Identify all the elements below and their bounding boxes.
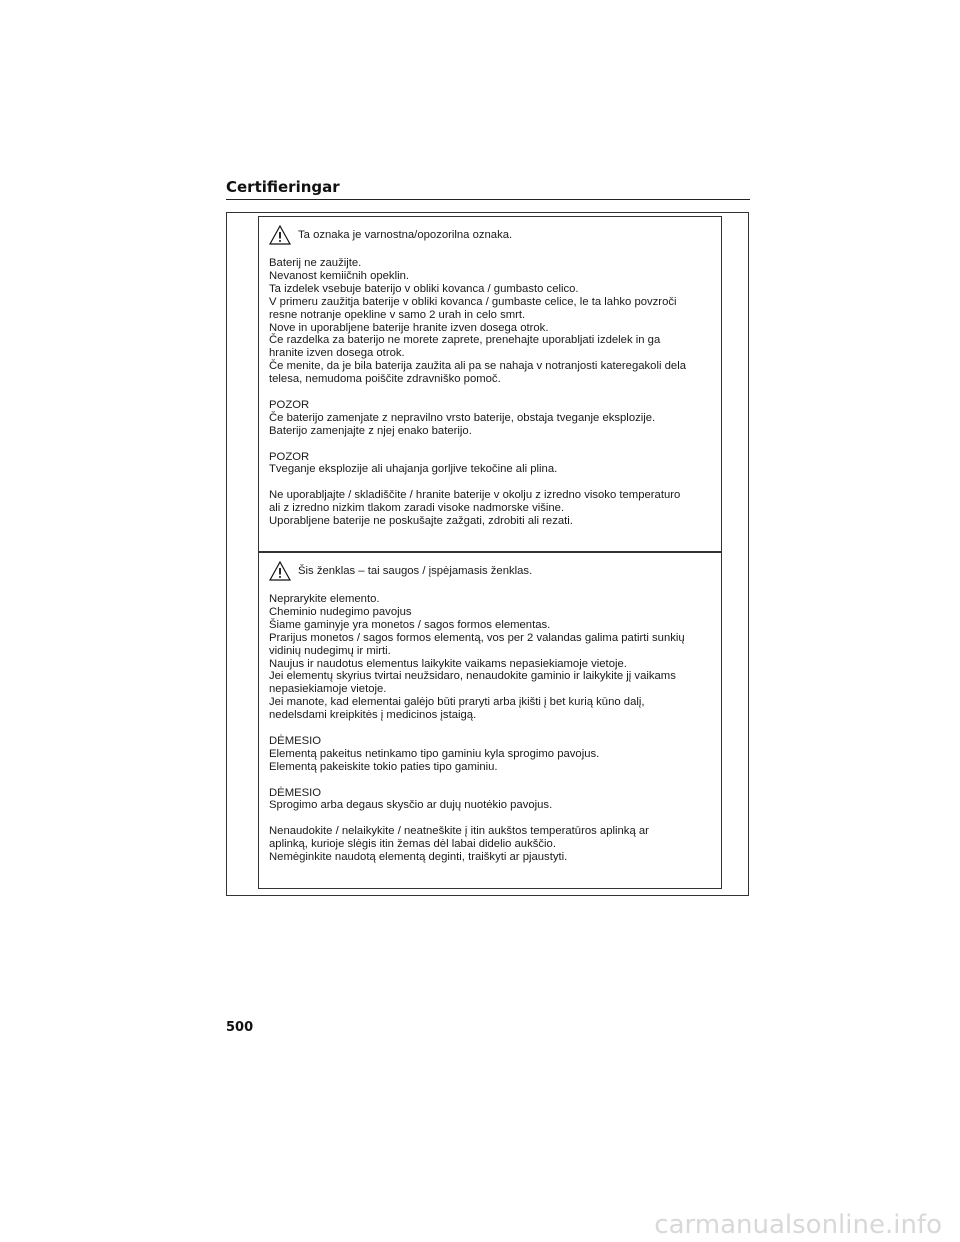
text-line: Nove in uporabljene baterije hranite izven dosega otrok. (269, 321, 549, 334)
text-line: Če menite, da je bila baterija zaužita ali pa se nahaja v notranjosti kateregakoli dela (269, 360, 686, 373)
text-line: Tveganje eksplozije ali uhajanja gorljive tekočine ali plina. (269, 463, 558, 476)
warning-heading (269, 225, 721, 245)
text-line: resne notranje opekline v samo 2 urah in celo smrt. (269, 308, 526, 321)
text-line: POZOR (269, 450, 310, 463)
text-line: POZOR (269, 398, 310, 411)
text-line: aplinką, kurioje slėgis itin žemas dėl labai didelio aukščio. (269, 838, 556, 851)
text-line: Ta izdelek vsebuje baterijo v obliki kovanca / gumbasto celico. (269, 282, 579, 295)
title-divider (226, 199, 750, 200)
text-line: Baterij ne zaužijte. (269, 257, 362, 269)
page-number: 500 (226, 1020, 254, 1035)
paragraph (269, 735, 721, 774)
paragraph (269, 787, 721, 813)
paragraph (269, 399, 721, 438)
text-line: Če razdelka za baterijo ne morete zaprete, prenehajte uporabljati izdelek in ga (269, 334, 661, 347)
slovenian-warning-box (258, 216, 722, 552)
lithuanian-warning-box (258, 552, 722, 889)
text-line: Naujus ir naudotus elementus laikykite vaikams nepasiekiamoje vietoje. (269, 657, 627, 670)
text-line: Neprarykite elemento. (269, 593, 380, 605)
text-line: telesa, nemudoma poiščite zdravniško pomoč. (269, 373, 501, 386)
text-line: nedelsdami kreipkitės į medicinos įstaigą. (269, 709, 477, 722)
text-line: Nemėginkite naudotą elementą deginti, traiškyti ar pjaustyti. (269, 851, 568, 864)
warning-heading (269, 561, 721, 581)
warning-label: Ta oznaka je varnostna/opozorilna oznaka. (298, 228, 513, 241)
text-line: Če baterijo zamenjate z nepravilno vrsto baterije, obstaja tveganje eksplozije. (269, 411, 656, 424)
paragraph (269, 593, 721, 722)
paragraph (269, 489, 721, 528)
warning-triangle-icon (269, 561, 291, 581)
text-line: V primeru zaužitja baterije v obliki kovanca / gumbaste celice, le ta lahko povzroči (269, 295, 677, 308)
text-line: DĖMESIO (269, 786, 322, 799)
text-line: ali z izredno nizkim tlakom zaradi visoke nadmorske višine. (269, 502, 565, 515)
watermark: carmanualsonline.info (654, 1210, 942, 1240)
text-line: Ne uporabljajte / skladiščite / hranite baterije v okolju z izredno visoko temperaturo (269, 489, 681, 502)
text-line: DĖMESIO (269, 734, 322, 747)
text-line: Jei elementų skyrius tvirtai neužsidaro, nenaudokite gaminio ir laikykite jį vaikams (269, 670, 676, 683)
paragraph (269, 451, 721, 477)
text-line: Šiame gaminyje yra monetos / sagos formos elementas. (269, 618, 551, 631)
text-line: Elementą pakeitus netinkamo tipo gaminiu kyla sprogimo pavojus. (269, 747, 600, 760)
warning-label: Šis ženklas – tai saugos / įspėjamasis ženklas. (298, 564, 533, 577)
text-line: Cheminio nudegimo pavojus (269, 605, 412, 618)
text-line: Sprogimo arba degaus skysčio ar dujų nuotėkio pavojus. (269, 799, 553, 812)
text-line: Jei manote, kad elementai galėjo būti praryti arba įkišti į bet kurią kūno dalį, (269, 696, 645, 709)
text-line: Nenaudokite / nelaikykite / neatneškite į itin aukštos temperatūros aplinką ar (269, 825, 649, 838)
text-line: Uporabljene baterije ne poskušajte zažgati, zdrobiti ali rezati. (269, 515, 573, 528)
section-title: Certifieringar (226, 178, 340, 196)
text-line: Elementą pakeiskite tokio paties tipo gaminiu. (269, 760, 498, 773)
warning-triangle-icon (269, 225, 291, 245)
text-line: Prarijus monetos / sagos formos elementą, vos per 2 valandas galima patirti sunkių (269, 631, 685, 644)
text-line: Baterijo zamenjajte z njej enako baterijo. (269, 424, 472, 437)
paragraph (269, 825, 721, 864)
text-line: Nevanost kemiičnih opeklin. (269, 269, 410, 282)
text-line: vidinių nudegimų ir mirti. (269, 644, 391, 657)
text-line: hranite izven dosega otrok. (269, 347, 405, 360)
paragraph (269, 257, 721, 386)
text-line: nepasiekiamoje vietoje. (269, 683, 387, 696)
